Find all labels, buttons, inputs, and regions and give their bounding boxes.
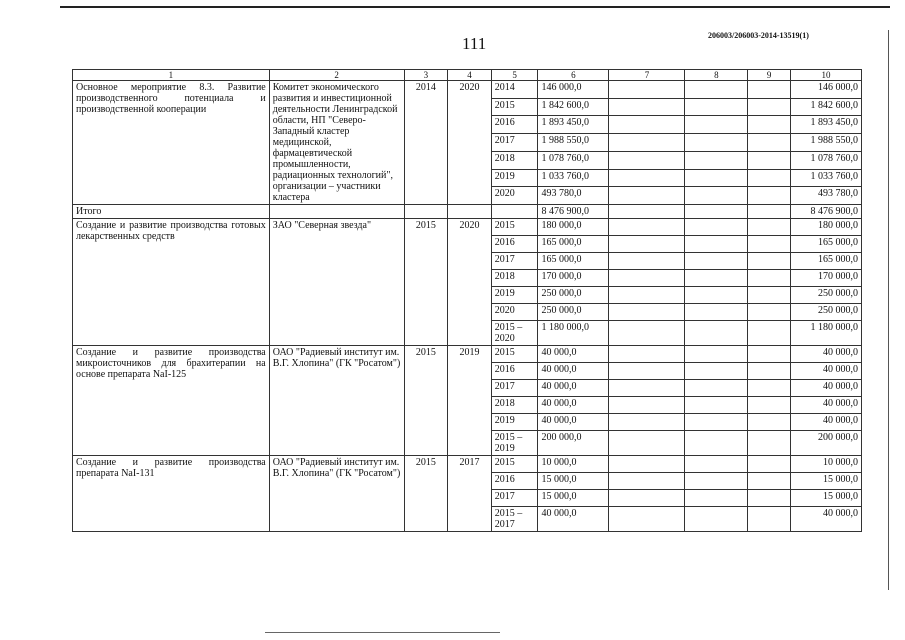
year-cell: 2017	[491, 490, 538, 507]
empty-cell	[448, 205, 492, 219]
amount-cell: 1 033 760,0	[538, 169, 609, 187]
header-cell: 5	[491, 70, 538, 81]
empty-cell	[609, 490, 685, 507]
end-year-cell: 2020	[448, 81, 492, 205]
empty-cell	[748, 456, 791, 473]
empty-cell	[609, 397, 685, 414]
amount-cell: 165 000,0	[538, 236, 609, 253]
total-amount-cell: 15 000,0	[790, 490, 861, 507]
activity-name-cell: Создание и развитие производства препарата NaI-131	[73, 456, 270, 532]
total-amount-cell: 1 842 600,0	[790, 98, 861, 116]
amount-cell: 1 180 000,0	[538, 321, 609, 346]
empty-cell	[685, 187, 748, 205]
amount-cell: 1 078 760,0	[538, 151, 609, 169]
executor-cell: Комитет экономического развития и инвестиционной деятельности Ленинградской области, НП "Северо-Западный кластер медицинской, фармацевтической промышленности, радиационных технологий", организации – участники кластера	[269, 81, 404, 205]
empty-cell	[748, 380, 791, 397]
empty-cell	[609, 270, 685, 287]
empty-cell	[609, 321, 685, 346]
amount-cell: 10 000,0	[538, 456, 609, 473]
amount-cell: 40 000,0	[538, 397, 609, 414]
empty-cell	[685, 134, 748, 152]
empty-cell	[269, 205, 404, 219]
empty-cell	[609, 456, 685, 473]
amount-cell: 15 000,0	[538, 490, 609, 507]
empty-cell	[491, 205, 538, 219]
start-year-cell: 2014	[404, 81, 448, 205]
empty-cell	[609, 414, 685, 431]
empty-cell	[609, 346, 685, 363]
amount-cell: 40 000,0	[538, 363, 609, 380]
empty-cell	[685, 219, 748, 236]
total-amount-cell: 40 000,0	[790, 346, 861, 363]
empty-cell	[609, 116, 685, 134]
header-cell: 3	[404, 70, 448, 81]
empty-cell	[685, 98, 748, 116]
empty-cell	[609, 81, 685, 99]
total-amount-cell: 165 000,0	[790, 253, 861, 270]
header-row	[73, 70, 862, 81]
total-amount-cell: 40 000,0	[790, 363, 861, 380]
table-row	[73, 81, 862, 99]
empty-cell	[685, 431, 748, 456]
header-cell: 4	[448, 70, 492, 81]
empty-cell	[685, 414, 748, 431]
total-amount-cell: 146 000,0	[790, 81, 861, 99]
start-year-cell: 2015	[404, 346, 448, 456]
activity-name-cell: Создание и развитие производства готовых лекарственных средств	[73, 219, 270, 346]
header-cell: 10	[790, 70, 861, 81]
year-cell: 2019	[491, 287, 538, 304]
empty-cell	[748, 414, 791, 431]
right-border-line	[888, 30, 889, 590]
start-year-cell: 2015	[404, 219, 448, 346]
empty-cell	[609, 507, 685, 532]
amount-cell: 40 000,0	[538, 507, 609, 532]
executor-cell: ОАО "Радиевый институт им. В.Г. Хлопина" (ГК "Росатом")	[269, 346, 404, 456]
empty-cell	[609, 287, 685, 304]
empty-cell	[404, 205, 448, 219]
table-row	[73, 346, 862, 363]
empty-cell	[685, 287, 748, 304]
page-number: 111	[462, 34, 487, 53]
empty-cell	[685, 236, 748, 253]
empty-cell	[609, 363, 685, 380]
empty-cell	[748, 134, 791, 152]
empty-cell	[609, 134, 685, 152]
empty-cell	[748, 151, 791, 169]
empty-cell	[685, 151, 748, 169]
empty-cell	[609, 253, 685, 270]
amount-cell: 146 000,0	[538, 81, 609, 99]
empty-cell	[609, 473, 685, 490]
empty-cell	[748, 81, 791, 99]
year-cell: 2020	[491, 304, 538, 321]
total-amount-cell: 1 988 550,0	[790, 134, 861, 152]
total-amount-cell: 200 000,0	[790, 431, 861, 456]
year-cell: 2017	[491, 253, 538, 270]
amount-cell: 1 988 550,0	[538, 134, 609, 152]
amount-cell: 1 893 450,0	[538, 116, 609, 134]
empty-cell	[748, 219, 791, 236]
total-amount-cell: 493 780,0	[790, 187, 861, 205]
empty-cell	[748, 98, 791, 116]
empty-cell	[685, 321, 748, 346]
empty-cell	[685, 397, 748, 414]
header-cell: 9	[748, 70, 791, 81]
year-cell: 2017	[491, 380, 538, 397]
top-border-line	[60, 6, 890, 8]
empty-cell	[748, 321, 791, 346]
amount-cell: 165 000,0	[538, 253, 609, 270]
empty-cell	[748, 187, 791, 205]
empty-cell	[609, 98, 685, 116]
executor-cell: ЗАО "Северная звезда"	[269, 219, 404, 346]
table-row	[73, 456, 862, 473]
empty-cell	[748, 507, 791, 532]
amount-cell: 170 000,0	[538, 270, 609, 287]
total-amount-cell: 170 000,0	[790, 270, 861, 287]
total-label-cell: Итого	[73, 205, 270, 219]
total-amount-cell: 40 000,0	[790, 397, 861, 414]
program-table	[72, 69, 862, 532]
empty-cell	[748, 490, 791, 507]
empty-cell	[748, 473, 791, 490]
year-cell: 2016	[491, 363, 538, 380]
empty-cell	[748, 431, 791, 456]
total-amount-cell: 180 000,0	[790, 219, 861, 236]
header-cell: 1	[73, 70, 270, 81]
empty-cell	[685, 169, 748, 187]
empty-cell	[748, 236, 791, 253]
total-amount-cell: 40 000,0	[790, 507, 861, 532]
year-cell: 2015 – 2017	[491, 507, 538, 532]
empty-cell	[748, 205, 791, 219]
total-amount-cell: 165 000,0	[790, 236, 861, 253]
year-cell: 2015 – 2020	[491, 321, 538, 346]
empty-cell	[685, 490, 748, 507]
year-cell: 2014	[491, 81, 538, 99]
empty-cell	[609, 187, 685, 205]
executor-cell: ОАО "Радиевый институт им. В.Г. Хлопина" (ГК "Росатом")	[269, 456, 404, 532]
total-amount-cell: 250 000,0	[790, 304, 861, 321]
empty-cell	[685, 270, 748, 287]
total-amount-cell: 8 476 900,0	[790, 205, 861, 219]
total-amount-cell: 40 000,0	[790, 380, 861, 397]
empty-cell	[609, 205, 685, 219]
empty-cell	[609, 380, 685, 397]
empty-cell	[685, 205, 748, 219]
empty-cell	[685, 473, 748, 490]
header-cell: 6	[538, 70, 609, 81]
total-row	[73, 205, 862, 219]
empty-cell	[748, 116, 791, 134]
total-amount-cell: 1 033 760,0	[790, 169, 861, 187]
amount-cell: 250 000,0	[538, 287, 609, 304]
empty-cell	[748, 253, 791, 270]
empty-cell	[685, 81, 748, 99]
amount-cell: 180 000,0	[538, 219, 609, 236]
year-cell: 2016	[491, 116, 538, 134]
end-year-cell: 2020	[448, 219, 492, 346]
year-cell: 2019	[491, 414, 538, 431]
year-cell: 2016	[491, 236, 538, 253]
activity-name-cell: Основное мероприятие 8.3. Развитие производственного потенциала и производственной кооперации	[73, 81, 270, 205]
total-amount-cell: 1 180 000,0	[790, 321, 861, 346]
start-year-cell: 2015	[404, 456, 448, 532]
table-row	[73, 219, 862, 236]
amount-cell: 200 000,0	[538, 431, 609, 456]
total-amount-cell: 1 893 450,0	[790, 116, 861, 134]
empty-cell	[685, 116, 748, 134]
amount-cell: 40 000,0	[538, 346, 609, 363]
header-cell: 8	[685, 70, 748, 81]
year-cell: 2015	[491, 219, 538, 236]
empty-cell	[748, 169, 791, 187]
empty-cell	[609, 236, 685, 253]
total-amount-cell: 40 000,0	[790, 414, 861, 431]
year-cell: 2015	[491, 456, 538, 473]
empty-cell	[685, 507, 748, 532]
empty-cell	[748, 363, 791, 380]
amount-cell: 493 780,0	[538, 187, 609, 205]
empty-cell	[685, 456, 748, 473]
empty-cell	[609, 169, 685, 187]
empty-cell	[609, 219, 685, 236]
end-year-cell: 2019	[448, 346, 492, 456]
year-cell: 2015 – 2019	[491, 431, 538, 456]
bottom-border-line	[265, 632, 500, 633]
empty-cell	[609, 431, 685, 456]
empty-cell	[685, 253, 748, 270]
empty-cell	[748, 304, 791, 321]
empty-cell	[685, 304, 748, 321]
total-amount-cell: 15 000,0	[790, 473, 861, 490]
table-body	[73, 70, 862, 532]
end-year-cell: 2017	[448, 456, 492, 532]
amount-cell: 40 000,0	[538, 414, 609, 431]
year-cell: 2017	[491, 134, 538, 152]
year-cell: 2015	[491, 98, 538, 116]
header-cell: 7	[609, 70, 685, 81]
amount-cell: 250 000,0	[538, 304, 609, 321]
empty-cell	[685, 363, 748, 380]
total-amount-cell: 250 000,0	[790, 287, 861, 304]
total-amount-cell: 1 078 760,0	[790, 151, 861, 169]
empty-cell	[609, 304, 685, 321]
total-amount-cell: 10 000,0	[790, 456, 861, 473]
year-cell: 2015	[491, 346, 538, 363]
amount-cell: 40 000,0	[538, 380, 609, 397]
empty-cell	[609, 151, 685, 169]
year-cell: 2018	[491, 151, 538, 169]
amount-cell: 15 000,0	[538, 473, 609, 490]
empty-cell	[748, 397, 791, 414]
year-cell: 2016	[491, 473, 538, 490]
empty-cell	[748, 270, 791, 287]
year-cell: 2018	[491, 397, 538, 414]
activity-name-cell: Создание и развитие производства микроисточников для брахитерапии на основе препарата NaI-125	[73, 346, 270, 456]
empty-cell	[748, 346, 791, 363]
empty-cell	[685, 346, 748, 363]
year-cell: 2018	[491, 270, 538, 287]
amount-cell: 1 842 600,0	[538, 98, 609, 116]
header-cell: 2	[269, 70, 404, 81]
document-code: 206003/206003-2014-13519(1)	[708, 31, 809, 40]
empty-cell	[748, 287, 791, 304]
empty-cell	[685, 380, 748, 397]
year-cell: 2020	[491, 187, 538, 205]
total-amount-cell: 8 476 900,0	[538, 205, 609, 219]
year-cell: 2019	[491, 169, 538, 187]
